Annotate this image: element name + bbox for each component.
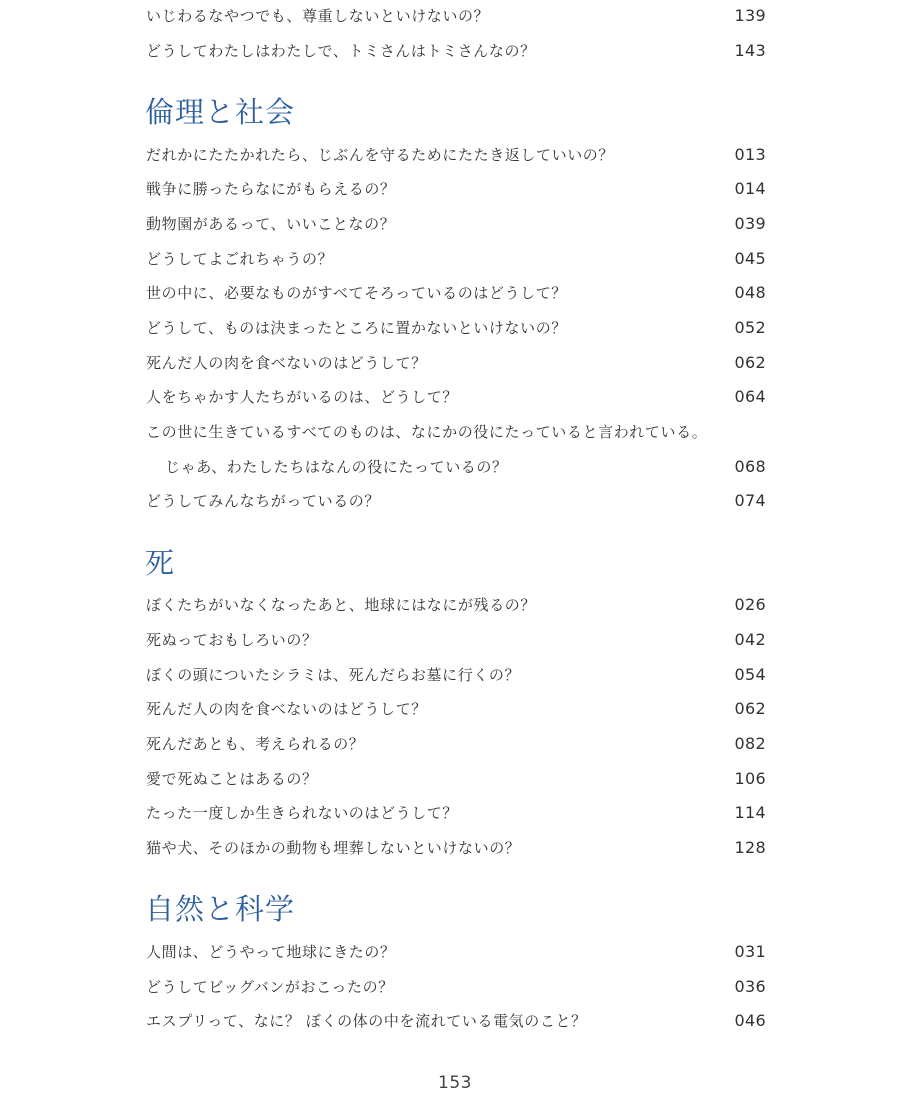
toc-entry-question: 人間は、どうやって地球にきたの？: [146, 943, 396, 961]
toc-entry-page: 143: [734, 41, 766, 60]
toc-entry-page: 054: [734, 665, 766, 684]
toc-entry[interactable]: [146, 940, 766, 964]
toc-entry-page: 036: [734, 977, 766, 996]
toc-entry-continued[interactable]: [146, 420, 766, 444]
section-heading-death: 死: [145, 546, 176, 580]
toc-entry-question: エスプリって、なに？ ぼくの体の中を流れている電気のこと？: [146, 1012, 587, 1030]
toc-entry-question: どうしてビッグバンがおこったの？: [146, 978, 394, 996]
toc-entry[interactable]: [146, 801, 766, 825]
toc-entry[interactable]: [146, 39, 766, 63]
toc-entry[interactable]: [146, 4, 766, 28]
toc-entry[interactable]: [146, 455, 766, 479]
toc-entry-page: 046: [734, 1011, 766, 1030]
toc-entry[interactable]: [146, 697, 766, 721]
toc-entry-question: 死んだ人の肉を食べないのはどうして？: [146, 700, 427, 718]
toc-entry-page: 014: [734, 179, 766, 198]
toc-entry-page: 082: [734, 734, 766, 753]
toc-entry-page: 062: [734, 353, 766, 372]
toc-entry-question: 死ぬっておもしろいの？: [146, 631, 318, 649]
toc-entry-question: どうしてよごれちゃうの？: [146, 250, 334, 268]
toc-entry-question: この世に生きているすべてのものは、なにかの役にたっていると言われている。: [146, 423, 708, 441]
toc-entry-page: 013: [734, 145, 766, 164]
toc-entry-question: どうしてみんなちがっているの？: [146, 492, 381, 510]
toc-entry-page: 114: [734, 803, 766, 822]
toc-entry-question: どうしてわたしはわたしで、トミさんはトミさんなの？: [146, 42, 536, 60]
toc-entry[interactable]: [146, 767, 766, 791]
toc-entry-page: 031: [734, 942, 766, 961]
toc-entry-page: 068: [734, 457, 766, 476]
toc-entry[interactable]: [146, 975, 766, 999]
toc-entry-question: 猫や犬、そのほかの動物も埋葬しないといけないの？: [146, 839, 521, 857]
toc-entry-page: 139: [734, 6, 766, 25]
toc-entry-question: 死んだ人の肉を食べないのはどうして？: [146, 354, 427, 372]
toc-entry[interactable]: [146, 663, 766, 687]
toc-entry-page: 026: [734, 595, 766, 614]
toc-entry-question: 戦争に勝ったらなにがもらえるの？: [146, 180, 396, 198]
toc-entry-page: 052: [734, 318, 766, 337]
toc-entry[interactable]: [146, 836, 766, 860]
toc-entry-question: いじわるなやつでも、尊重しないといけないの？: [146, 7, 490, 25]
toc-entry[interactable]: [146, 732, 766, 756]
toc-entry-question: じゃあ、わたしたちはなんの役にたっているの？: [165, 458, 508, 476]
toc-entry[interactable]: [146, 351, 766, 375]
toc-entry[interactable]: [146, 247, 766, 271]
toc-entry-page: 064: [734, 387, 766, 406]
toc-entry-page: 048: [734, 283, 766, 302]
section-heading-ethics: 倫理と社会: [145, 95, 296, 129]
toc-entry[interactable]: [146, 143, 766, 167]
toc-entry-question: たった一度しか生きられないのはどうして？: [146, 804, 459, 822]
toc-entry-question: ぼくたちがいなくなったあと、地球にはなにが残るの？: [146, 596, 537, 614]
toc-entry[interactable]: [146, 593, 766, 617]
section-heading-nature: 自然と科学: [145, 892, 296, 926]
toc-entry-question: 死んだあとも、考えられるの？: [146, 735, 365, 753]
page-number: 153: [438, 1073, 472, 1093]
toc-entry[interactable]: [146, 385, 766, 409]
toc-entry-question: ぼくの頭についたシラミは、死んだらお墓に行くの？: [146, 666, 521, 684]
toc-entry[interactable]: [146, 212, 766, 236]
toc-entry[interactable]: [146, 177, 766, 201]
toc-entry[interactable]: [146, 316, 766, 340]
toc-entry-question: 人をちゃかす人たちがいるのは、どうして？: [146, 388, 459, 406]
toc-entry-question: どうして、ものは決まったところに置かないといけないの？: [146, 319, 567, 337]
toc-entry-page: 045: [734, 249, 766, 268]
toc-entry-question: だれかにたたかれたら、じぶんを守るためにたたき返していいの？: [146, 146, 615, 164]
toc-entry-question: 動物園があるって、いいことなの？: [146, 215, 396, 233]
toc-entry-page: 042: [734, 630, 766, 649]
toc-entry[interactable]: [146, 281, 766, 305]
toc-entry[interactable]: [146, 1009, 766, 1033]
toc-entry[interactable]: [146, 489, 766, 513]
toc-entry-page: 062: [734, 699, 766, 718]
toc-entry-page: 039: [734, 214, 766, 233]
toc-entry[interactable]: [146, 628, 766, 652]
toc-entry-page: 074: [734, 491, 766, 510]
toc-entry-question: 世の中に、必要なものがすべてそろっているのはどうして？: [146, 284, 567, 302]
toc-entry-question: 愛で死ぬことはあるの？: [146, 770, 318, 788]
toc-entry-page: 128: [734, 838, 766, 857]
toc-entry-page: 106: [734, 769, 766, 788]
